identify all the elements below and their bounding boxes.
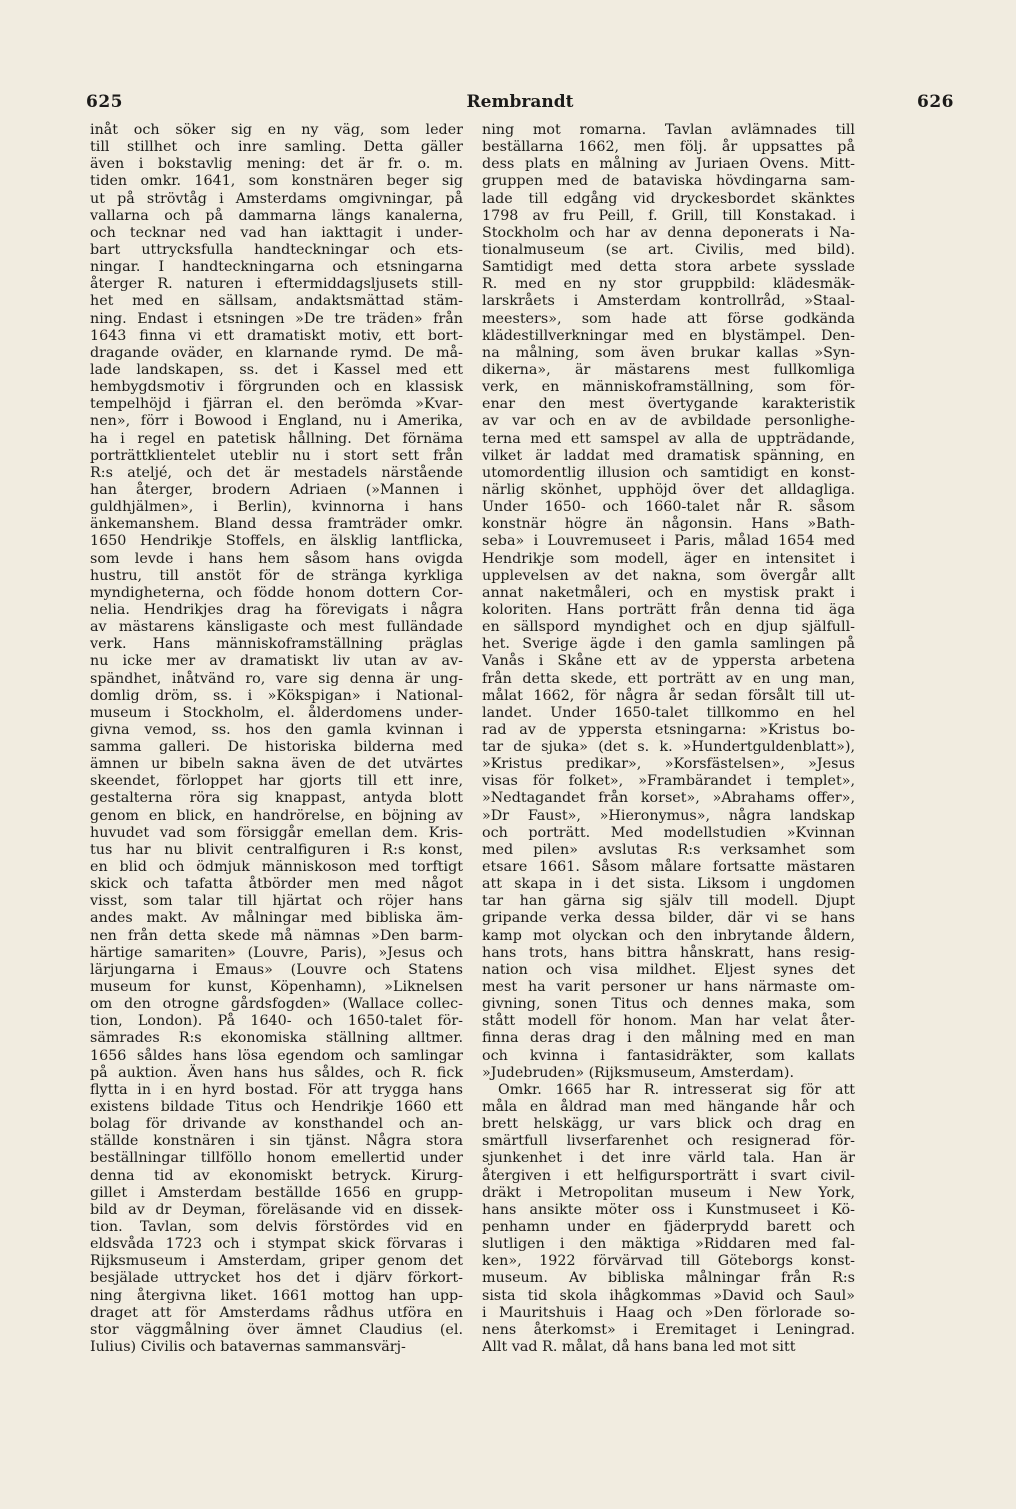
left-column-line: lade landskapen, ss. det i Kassel med ett: [90, 361, 463, 378]
left-column-line: 1656 såldes hans lösa egendom och samlingar: [90, 1047, 463, 1064]
right-column-line: med pilen» avslutas R:s verksamhet som: [482, 841, 855, 858]
right-column-line: givning, sonen Titus och dennes maka, som: [482, 996, 855, 1013]
left-column-line: het med en sällsam, andaktsmättad stäm-: [90, 293, 463, 310]
left-column-line: om den otrogne gårdsfogden» (Wallace collec-: [90, 996, 463, 1013]
right-column-line: meesters», som hade att förse godkända: [482, 310, 855, 327]
left-column-line: andes makt. Av målningar med bibliska äm-: [90, 910, 463, 927]
left-column-line: skick och tafatta åtbörder men med något: [90, 876, 463, 893]
right-column-line: dräkt i Metropolitan museum i New York,: [482, 1184, 855, 1201]
left-column-line: på auktion. Även hans hus såldes, och R. fick: [90, 1064, 463, 1081]
left-column-line: myndigheterna, och födde honom dottern Cor-: [90, 584, 463, 601]
left-column-line: återger R. naturen i eftermiddagsljusets still-: [90, 276, 463, 293]
left-column-line: inåt och söker sig en ny väg, som leder: [90, 122, 463, 138]
left-column-line: stor väggmålning över ämnet Claudius (el.: [90, 1321, 463, 1338]
left-column-line: vallarna och på dammarna längs kanalerna,: [90, 207, 463, 224]
right-column-line: att skapa in i det sista. Liksom i ungdomen: [482, 876, 855, 893]
right-column-line: klädestillverkningar med en blystämpel. Den-: [482, 327, 855, 344]
left-column-line: guldhjälmen», i Berlin), kvinnorna i hans: [90, 499, 463, 516]
left-column-line: och tecknar ned vad han iakttagit i under-: [90, 224, 463, 241]
left-column-line: Rijksmuseum i Amsterdam, griper genom det: [90, 1253, 463, 1270]
right-column-line: het. Sverige ägde i den gamla samlingen på: [482, 636, 855, 653]
right-column-line: kamp mot olyckan och den inbrytande åldern,: [482, 927, 855, 944]
right-column-line: R. med en ny stor gruppbild: klädesmäk-: [482, 276, 855, 293]
left-column-line: änkemanshem. Bland dessa framträder omkr.: [90, 516, 463, 533]
right-column-line: beställarna 1662, men följ. år uppsattes på: [482, 139, 855, 156]
right-column-line: och kvinna i fantasidräkter, som kallats: [482, 1047, 855, 1064]
left-column-line: ställde konstnären i sin tjänst. Några stora: [90, 1133, 463, 1150]
right-column-line: Stockholm och har av denna deponerats i Na-: [482, 224, 855, 241]
left-column-line: lärjungarna i Emaus» (Louvre och Statens: [90, 961, 463, 978]
right-column-line: närlig skönhet, upphöjd över det alldagliga.: [482, 481, 855, 498]
left-column-line: besjälade uttrycket hos det i djärv förkort-: [90, 1270, 463, 1287]
right-column-line: nens återkomst» i Eremitaget i Leningrad.: [482, 1321, 855, 1338]
left-column-line: genom en blick, en handrörelse, en böjning av: [90, 807, 463, 824]
left-column-line: ha i regel en patetisk hållning. Det förnäma: [90, 430, 463, 447]
right-column-line: i Mauritshuis i Haag och »Den förlorade so-: [482, 1304, 855, 1321]
left-column-line: huvudet vad som försiggår emellan dem. Kris-: [90, 824, 463, 841]
left-column-line: en blid och ödmjuk människoson med torftigt: [90, 859, 463, 876]
left-column-line: flytta in i en hyrd bostad. För att trygga hans: [90, 1081, 463, 1098]
right-column-line: koloriten. Hans porträtt från denna tid äga: [482, 601, 855, 618]
right-column-line: tionalmuseum (se art. Civilis, med bild).: [482, 241, 855, 258]
right-column-line: av var och en av de avbildade personlighe-: [482, 413, 855, 430]
right-column-line: na målning, som även brukar kallas »Syn-: [482, 344, 855, 361]
right-column-line: ken», 1922 förvärvad till Göteborgs konst-: [482, 1253, 855, 1270]
right-column-line: sjunkenhet i det inre värld tala. Han är: [482, 1150, 855, 1167]
left-column-line: nu icke mer av dramatiskt liv utan av av-: [90, 653, 463, 670]
right-column-line: stått modell för honom. Man har velat åter-: [482, 1013, 855, 1030]
left-column-line: R:s ateljé, och det är mestadels närstående: [90, 464, 463, 481]
left-text-column: [90, 122, 463, 1356]
right-column-line: smärtfull livserfarenhet och resignerad för-: [482, 1133, 855, 1150]
right-column-line: vilket är laddat med dramatisk spänning, en: [482, 447, 855, 464]
right-column-line: Hendrikje som modell, äger en intensitet i: [482, 550, 855, 567]
left-column-line: museum for kunst, Köpenhamn), »Liknelsen: [90, 979, 463, 996]
left-column-line: verk. Hans människoframställning präglas: [90, 636, 463, 653]
right-column-line: larskråets i Amsterdam kontrollråd, »Staal-: [482, 293, 855, 310]
left-column-line: som levde i hans hem såsom hans ovigda: [90, 550, 463, 567]
right-column-line: Allt vad R. målat, då hans bana led mot sitt: [482, 1338, 796, 1355]
left-column-line: gestalterna röra sig knappast, antyda blott: [90, 790, 463, 807]
left-column-line: samma galleri. De historiska bilderna med: [90, 739, 463, 756]
right-column-line: »Nedtagandet från korset», »Abrahams offer»,: [482, 790, 855, 807]
left-column-line: hustru, till anstöt för de stränga kyrkliga: [90, 567, 463, 584]
left-column-line: dragande oväder, en klarnande rymd. De må-: [90, 344, 463, 361]
left-column-line: han återger, brodern Adriaen (»Mannen i: [90, 481, 463, 498]
left-column-line: beställningar tillföllo honom emellertid under: [90, 1150, 463, 1167]
right-column-line: landet. Under 1650-talet tillkommo en hel: [482, 704, 855, 721]
left-column-line: tion, London). På 1640- och 1650-talet för-: [90, 1013, 463, 1030]
left-column-line: Iulius) Civilis och batavernas sammansvärj-: [90, 1338, 406, 1355]
left-column-line: nen från detta skede må nämnas »Den barm-: [90, 927, 463, 944]
right-column-line: upplevelsen av det nakna, som övergår allt: [482, 567, 855, 584]
left-column-line: givna vemod, ss. hos den gamla kvinnan i: [90, 721, 463, 738]
right-column-line: terna med ett samspel av alla de uppträdande,: [482, 430, 855, 447]
left-column-line: 1643 finna vi ett dramatiskt motiv, ett bort-: [90, 327, 463, 344]
left-column-line: domlig dröm, ss. i »Kökspigan» i National-: [90, 687, 463, 704]
right-column-line: måla en åldrad man med hängande hår och: [482, 1099, 855, 1116]
right-column-line: slutligen i den mäktiga »Riddaren med fal-: [482, 1236, 855, 1253]
right-column-line: dikerna», är mästarens mest fullkomliga: [482, 361, 855, 378]
right-column-line: Vanås i Skåne ett av de yppersta arbetena: [482, 653, 855, 670]
right-column-line: »Dr Faust», »Hieronymus», några landskap: [482, 807, 855, 824]
left-column-line: denna tid av ekonomiskt betryck. Kirurg-: [90, 1167, 463, 1184]
right-column-line: ning mot romarna. Tavlan avlämnades till: [482, 122, 855, 138]
right-column-line: »Judebruden» (Rijksmuseum, Amsterdam).: [482, 1064, 794, 1081]
left-column-line: skeendet, förloppet har gjorts till ett inre,: [90, 773, 463, 790]
right-column-line: och porträtt. Med modellstudien »Kvinnan: [482, 824, 855, 841]
right-column-line: målat 1662, för några år sedan försålt till ut-: [482, 687, 855, 704]
right-column-line: finna deras drag i den målning med en man: [482, 1030, 855, 1047]
right-column-line: seba» i Louvremuseet i Paris, målad 1654 med: [482, 533, 855, 550]
right-column-line: tar han gärna sig själv till modell. Djupt: [482, 893, 855, 910]
right-column-line: sista tid skola ihågkommas »David och Saul»: [482, 1287, 855, 1304]
left-page-number: 625: [86, 92, 123, 112]
right-column-line: Omkr. 1665 har R. intresserat sig för att: [498, 1081, 855, 1098]
right-column-line: enar den mest övertygande karakteristik: [482, 396, 855, 413]
right-column-line: verk, en människoframställning, som för-: [482, 379, 855, 396]
right-column-line: brett helskägg, ur vars blick och drag en: [482, 1116, 855, 1133]
right-column-line: gripande verka dessa bilder, där vi se hans: [482, 910, 855, 927]
right-column-line: Under 1650- och 1660-talet når R. såsom: [482, 499, 855, 516]
left-column-line: nen», förr i Bowood i England, nu i Amerika,: [90, 413, 463, 430]
right-column-line: hans trots, hans bittra hånskratt, hans resig-: [482, 944, 855, 961]
left-column-line: draget att för Amsterdams rådhus utföra en: [90, 1304, 463, 1321]
left-column-line: ämnen ur bibeln sakna även de det utvärtes: [90, 756, 463, 773]
right-text-column: [482, 122, 855, 1356]
left-column-line: ut på strövtåg i Amsterdams omgivningar, på: [90, 190, 463, 207]
right-column-line: visas för folket», »Frambärandet i templet»,: [482, 773, 855, 790]
left-column-line: ning återgivna liket. 1661 mottog han upp-: [90, 1287, 463, 1304]
right-column-line: tar de sjuka» (det s. k. »Hundertguldenblatt»),: [482, 739, 855, 756]
left-column-line: bild av dr Deyman, föreläsande vid en dissek-: [90, 1201, 463, 1218]
right-column-line: utomordentlig illusion och samtidigt en konst-: [482, 464, 855, 481]
right-column-line: museum. Av bibliska målningar från R:s: [482, 1270, 855, 1287]
left-column-line: sämrades R:s ekonomiska ställning alltmer.: [90, 1030, 463, 1047]
right-column-line: en sällspord myndighet och en djup själfull-: [482, 619, 855, 636]
running-header: [86, 92, 954, 116]
right-column-line: dess plats en målning av Juriaen Ovens. Mitt-: [482, 156, 855, 173]
right-column-line: lade till edgång vid dryckesbordet skänktes: [482, 190, 855, 207]
running-title: Rembrandt: [466, 92, 574, 112]
right-column-line: etsare 1661. Såsom målare fortsatte mästaren: [482, 859, 855, 876]
right-column-line: annat naketmåleri, och en mystisk prakt i: [482, 584, 855, 601]
left-column-line: tempelhöjd i fjärran el. den berömda »Kvar-: [90, 396, 463, 413]
left-column-line: ningar. I handteckningarna och etsningarna: [90, 259, 463, 276]
right-column-line: 1798 av fru Peill, f. Grill, till Konstakad. i: [482, 207, 855, 224]
left-column-line: spändhet, inåtvänd ro, vare sig denna är ung-: [90, 670, 463, 687]
left-column-line: gillet i Amsterdam beställde 1656 en grupp-: [90, 1184, 463, 1201]
left-column-line: existens bildade Titus och Hendrikje 1660 ett: [90, 1099, 463, 1116]
left-column-line: bolag för drivande av konsthandel och an-: [90, 1116, 463, 1133]
left-column-line: tus har nu blivit centralfiguren i R:s konst,: [90, 841, 463, 858]
right-column-line: rad av de yppersta etsningarna: »Kristus bo-: [482, 721, 855, 738]
left-column-line: nelia. Hendrikjes drag ha förevigats i några: [90, 601, 463, 618]
left-column-line: tion. Tavlan, som delvis förstördes vid en: [90, 1219, 463, 1235]
left-column-line: även i bokstavlig mening: det är fr. o. m.: [90, 156, 463, 173]
left-column-line: eldsvåda 1723 och i stympat skick förvaras i: [90, 1236, 463, 1253]
right-column-line: hans ansikte möter oss i Kunstmuseet i Kö-: [482, 1201, 855, 1218]
left-column-line: 1650 Hendrikje Stoffels, en älsklig lantflicka,: [90, 533, 463, 550]
left-column-line: härtige samariten» (Louvre, Paris), »Jesus och: [90, 944, 463, 961]
left-column-line: ning. Endast i etsningen »De tre träden» från: [90, 310, 463, 327]
right-column-line: nation och visa mildhet. Eljest synes det: [482, 961, 855, 978]
left-column-line: visst, som talar till hjärtat och röjer hans: [90, 893, 463, 910]
right-column-line: penhamn under en fjäderprydd barett och: [482, 1219, 855, 1235]
left-column-line: tiden omkr. 1641, som konstnären beger sig: [90, 173, 463, 190]
right-column-line: Samtidigt med detta stora arbete sysslade: [482, 259, 855, 276]
right-column-line: återgiven i ett helfigursporträtt i svart civil-: [482, 1167, 855, 1184]
left-column-line: till stillhet och inre samling. Detta gäller: [90, 139, 463, 156]
left-column-line: hembygdsmotiv i förgrunden och en klassisk: [90, 379, 463, 396]
right-column-line: från detta skede, ett porträtt av en ung man,: [482, 670, 855, 687]
right-column-line: »Kristus predikar», »Korsfästelsen», »Jesus: [482, 756, 855, 773]
right-page-number: 626: [917, 92, 954, 112]
left-column-line: bart uttrycksfulla handteckningar och ets-: [90, 241, 463, 258]
right-column-line: mest ha varit personer ur hans närmaste om-: [482, 979, 855, 996]
left-column-line: av mästarens känsligaste och mest fulländade: [90, 619, 463, 636]
right-column-line: gruppen med de bataviska hövdingarna sam-: [482, 173, 855, 190]
left-column-line: porträttklientelet uteblir nu i stort sett från: [90, 447, 463, 464]
right-column-line: konstnär högre än någonsin. Hans »Bath-: [482, 516, 855, 533]
left-column-line: museum i Stockholm, el. ålderdomens under-: [90, 704, 463, 721]
